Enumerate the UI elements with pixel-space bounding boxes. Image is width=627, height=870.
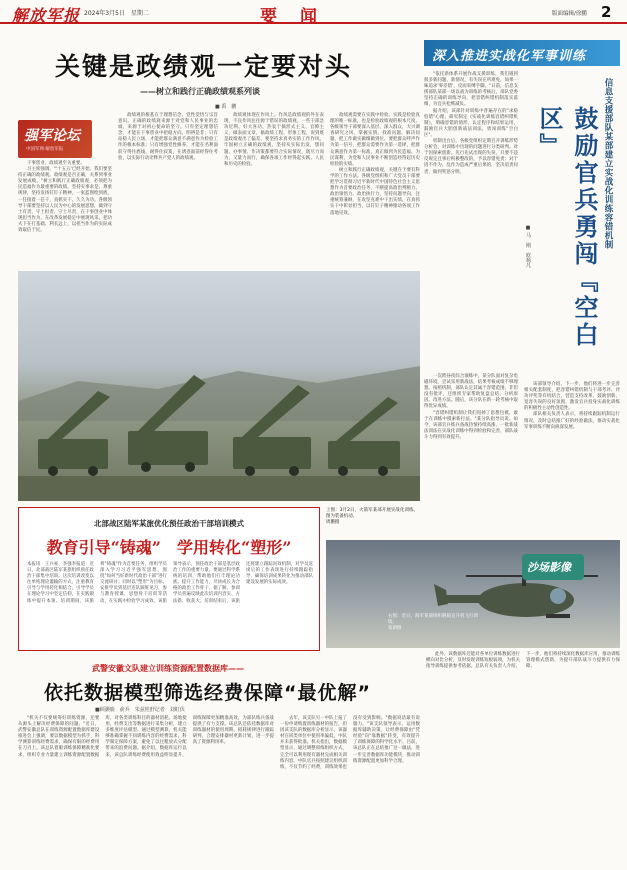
- article1-paragraph: 政绩观的根基在于理想信念、党性觉悟与宗旨意识。正确的政绩观来源于对党和人民事业的忠诚，来源于对初心使命的坚守。只有坚定理想信念，才能在干事创业中把稳方向、明辨是非；只有站稳人民立场，才能把群众满意不满意作为检验工作的根本标准；只有增强党性修养，才能在名利面前守得住底线、耐得住寂寞，在诱惑面前经得住考验，以实际行动诠释共产党人的政绩观。: [118, 113, 218, 161]
- article1-paragraph: 政绩观需要在实践中检验。实践是检验真理的唯一标准，也是检验政绩观的根本尺度。各级领导干部要深入基层、深入群众，大兴调查研究之风，掌握实情、找准问题、解决问题，把工作做实做细做到位。要把群众呼声作为第一信号，把群众需要作为第一选择，把群众满意作为第一标准，真正做到为民造福、为民谋利，为党和人民事业不断创造经得起历史检验的实绩。: [330, 113, 420, 167]
- article2-box: [18, 507, 320, 651]
- article1-col3: [224, 113, 324, 267]
- article2-headline: 教育引导“铸魂” 学用转化“塑形”: [46, 538, 292, 557]
- sidebar-kicker: 信息支援部队某部建立实战化训练容错机制: [603, 78, 613, 249]
- sidebar-paragraph: 据介绍，该部针对训练中普遍存在的"求稳怕错"心理，研究制定《实战化训练容错纠错机制》，明确容错的情形、认定程序和结果运用，鼓励官兵大胆创新战法训法，勇闯训练"空白区"。: [424, 108, 518, 138]
- sidebar-col1: [424, 72, 518, 372]
- column-badge-title: 强军论坛: [24, 128, 80, 144]
- sidebar-banner-title: 深入推进实战化军事训练: [432, 49, 587, 64]
- article1-col2: [118, 113, 218, 267]
- sidebar-paragraph: "依托新体系开展作战支援训练，我们遇到很多新问题、新情况，有失误在所难免，如果一味追求'零差错'，反而束缚手脚。"日前，信息支援部队某部一场以战为训练的考核后，部队党委坚持正确的训练导向，把容错纠错机制落实落细，为官兵松绑减负。: [424, 72, 518, 108]
- article1-paragraph: 干事创业，政绩观至关重要。: [27, 161, 85, 166]
- sidebar-paragraph: "容错纠错机制让我们甩掉了思想包袱，敢于在训练中摸索新打法。"某分队指导员说。如今，该部官兵练兵备战热情持续高涨，一批新战法训法在实战化训练中得到检验和完善，部队战斗力得到有效提升。: [424, 410, 518, 440]
- sidebar-banner: [424, 40, 620, 66]
- column-badge: [18, 120, 92, 158]
- page-number: 2: [601, 3, 612, 21]
- sidebar-paragraph: 该部领导介绍，下一步，他们将进一步完善相关配套制度，把容错纠错机制与干部考评、评功评奖等有机结合，营造支持改革、鼓励创新、宽容失误的良好氛围，激发官兵投身实战化训练的积极性主动性创造性。: [524, 382, 620, 412]
- sidebar-col2: [424, 374, 518, 504]
- article1-col4: [330, 113, 420, 267]
- photo-badge-label: 沙场影像: [527, 561, 571, 574]
- photo-helicopter: [326, 540, 620, 648]
- sidebar-paragraph: 部队相关负责人表示，将持续跟踪机制运行情况，及时总结推广好的经验做法，推动实战化军事训练不断向纵深发展。: [524, 412, 620, 430]
- article3-body-right: 此外，该数据库还能对各单位训练数据进行横向对比分析，及时发现训练短板弱项，为机关指导训练提供参考依据。总队有关负责人介绍，下一步，他们将持续深化数据库应用，推动训练管理模式创新，为提升部队战斗力提供有力保障。: [426, 652, 620, 670]
- photo-missile-launchers: [18, 271, 420, 501]
- newspaper-logo: 解放军报: [12, 6, 81, 25]
- photo-caption-right: 右图：近日，海军某部组织舰载直升机飞行训练。 张朝摄: [388, 614, 478, 632]
- article1-paragraph: 树立和践行正确政绩观，关键在于要有科学的工作方法。各级党组织和广大党员干部要把学习贯彻习近平新时代中国特色社会主义思想作为首要政治任务，不断提高政治判断力、政治领悟力、政治执行力，坚持问题导向，注重统筹兼顾，在攻坚克难中干出实绩、在真抓实干中彰显担当，以钉钉子精神推动各项工作落地见效。: [330, 167, 420, 216]
- launcher-vehicles-graphic: [18, 271, 420, 501]
- column-badge-caption: 中国军网·解放军报: [26, 147, 64, 152]
- article3-body-left: "机关不仅要统筹好训练资源，还要从源头上解决经费保障的问题。"近日，武警安徽总队在训练资源配置数据库建设推进会上强调，要以数据模型为抓手，科学测算训练经费需求，确保有限的经费用在刀刃上。该总队着眼训练保障精准化要求，组织专业力量建立训练资源配置数据库，对各类训练科目的器材消耗、场地使用、经费支出等数据进行采集分析，建立多维度评估模型。通过模型测算，机关能够准确掌握不同训练内容的经费需求，科学制定保障方案，避免了以往粗放式分配带来的浪费问题。据介绍，数据库运行以来，该总队训练经费使用效益明显提升，训练保障更加精准高效，为部队练兵备战提供了有力支撑。该总队还依托数据库对训练器材的使用周期、损耗规律进行跟踪研判，合理安排器材更新计划，进一步提高了资源利用率。: [18, 716, 274, 758]
- article1-col1: [18, 161, 112, 267]
- page-header: [0, 0, 627, 27]
- page-editor: 版面编辑/徐鹏: [552, 11, 587, 17]
- article3-body-mid: 去年，该支队另一中队上报了一份申请购置训练器材的报告，但因该支队的数据库分析显示，该器材在同类单位中使用率偏低，中队并未获得批准。机关指出，数据模型显示，通过调整训练组织方式，完全可以利用现有器材完成相关训练内容。中队官兵按照建议组织训练，不仅节约了经费，训练效果也没有受到影响。"数据说话最有说服力。"该支队领导表示，运用数据库辅助决策，让经费保障由"凭经验"向"靠数据"转变，有效提升了训练保障的科学化水平。目前，该总队正在总结推广这一做法，进一步完善数据库功能模块，推动训练资源配置更加科学合理。: [280, 716, 420, 770]
- article-subtitle: ——树立和践行正确政绩观系列谈: [140, 87, 260, 96]
- section-title: 要 闻: [260, 7, 320, 27]
- article-byline: ■ 禹 鹏: [215, 104, 237, 110]
- sidebar-paragraph: 机制出台后，各级党组织定期召开训练形势分析会，对训练中出现的问题进行分类研判。对于因探索创新、先行先试出现的失误，只要不违反规定且事后积极整改的，予以容错免责；对于因不作为、乱作为造成严重后果的，坚决追责问责，做到奖惩分明。: [424, 139, 518, 175]
- sidebar-paragraph: 一次跨昼夜综合演练中，某分队面对复杂电磁环境，尝试采用新战法，结果考核成绩不够理想。按照机制，部队认定其属于容错范围，非但没有批评，还组织专家帮助复盘总结，分析原因、改进方法。随后，该分队在新一轮考核中取得优异成绩。: [424, 374, 518, 410]
- article1-paragraph: 政绩观体现在作风上。作风是政绩观的外在表现，不良作风往往源于错误的政绩观。一些干部急功近利、好大喜功，热衷于搞形式主义、官僚主义，做表面文章，搞政绩工程、形象工程，说到底是政绩观出了偏差。要坚持求真务实的工作作风，牢固树立正确的政绩观，坚持从实际出发，想问题、办事情、作决策都要符合实际情况，既尽力而为，又量力而行，确保各项工作经得起实践、人民和历史的检验。: [224, 113, 324, 167]
- sidebar-byline: ■ 马 刚 欧杨凡: [525, 225, 531, 268]
- photo-caption-top: 上图：3月2日，火箭军某部开展实战化训练。图为装备机动。 周鹏摄: [326, 508, 418, 526]
- issue-date: 2024年3月5日 星期二: [84, 10, 149, 17]
- article3-kicker: 武警安徽文队建立训练资源配置数据库——: [92, 664, 244, 673]
- sidebar-headline: 鼓励官兵勇闯『空白区』: [535, 106, 598, 349]
- article-headline: 关键是政绩观一定要对头: [55, 52, 353, 81]
- article3-byline: ■顾灏鹿 俞兵 朱兹桂舒记者 刘虹伏: [95, 707, 185, 713]
- article2-body: 本报讯 王兵豪、李强李报道：近日，北部战区陆军某旅组织预任政治干部集中培训。这次培训改变以往单纯理论灌输的方式，注重教育引导与学用转化相结合，引导学员在理论学习中坚定信仰，在实践锻炼中提升本领。培训期间，该旅将"铸魂"作为首要任务，组织学员深入学习习近平强军思想，围绕"如何当好新时代政治干部"进行交流研讨；同时以"塑形"为目标，安排学员到基层连队跟班见习，参与教育授课、思想骨干培训等活动，在实践中检验学习成效。该旅领导表示，预任政治干部是基层政治工作的重要力量，要通过科学系统的培训，帮助他们打牢理论功底、提升工作能力，尽快成长为合格的政治工作骨干。据了解，参训学员普遍反映此次培训内容实、方法新、收获大。培训结束后，该旅还将建立跟踪问效机制，对学员返岗后的工作表现进行持续跟踪指导，确保培训成果转化为推动部队建设发展的实际成效。: [27, 562, 313, 604]
- sidebar-col3: [524, 382, 620, 504]
- article1-paragraph: 习主席强调，"'十五五'已经开始，我们要坚持正确的政绩观。政绩观是否正确，关系到事业发展成败。"树立和践行正确政绩观，必须把为民造福作为最重要的政绩，坚持实事求是、尊重规律，坚持发扬钉钉子精神，一张蓝图绘到底，一任接着一任干，真抓实干，久久为功。各级领导干部要坚持以人民为中心的发展思想，做到守土有责、守土担责、守土尽责，在干事创业中体现担当作为，在改革发展稳定中展现风采，把功夫下在打基础、利长远上，以担当作为的实际成效取信于民。: [18, 167, 112, 234]
- article3-headline: 依托数据模型筛选经费保障“最优解”: [44, 682, 371, 704]
- photo-badge: [522, 554, 584, 580]
- article2-kicker: 北部战区陆军某旅优化预任政治干部培训模式: [94, 519, 244, 528]
